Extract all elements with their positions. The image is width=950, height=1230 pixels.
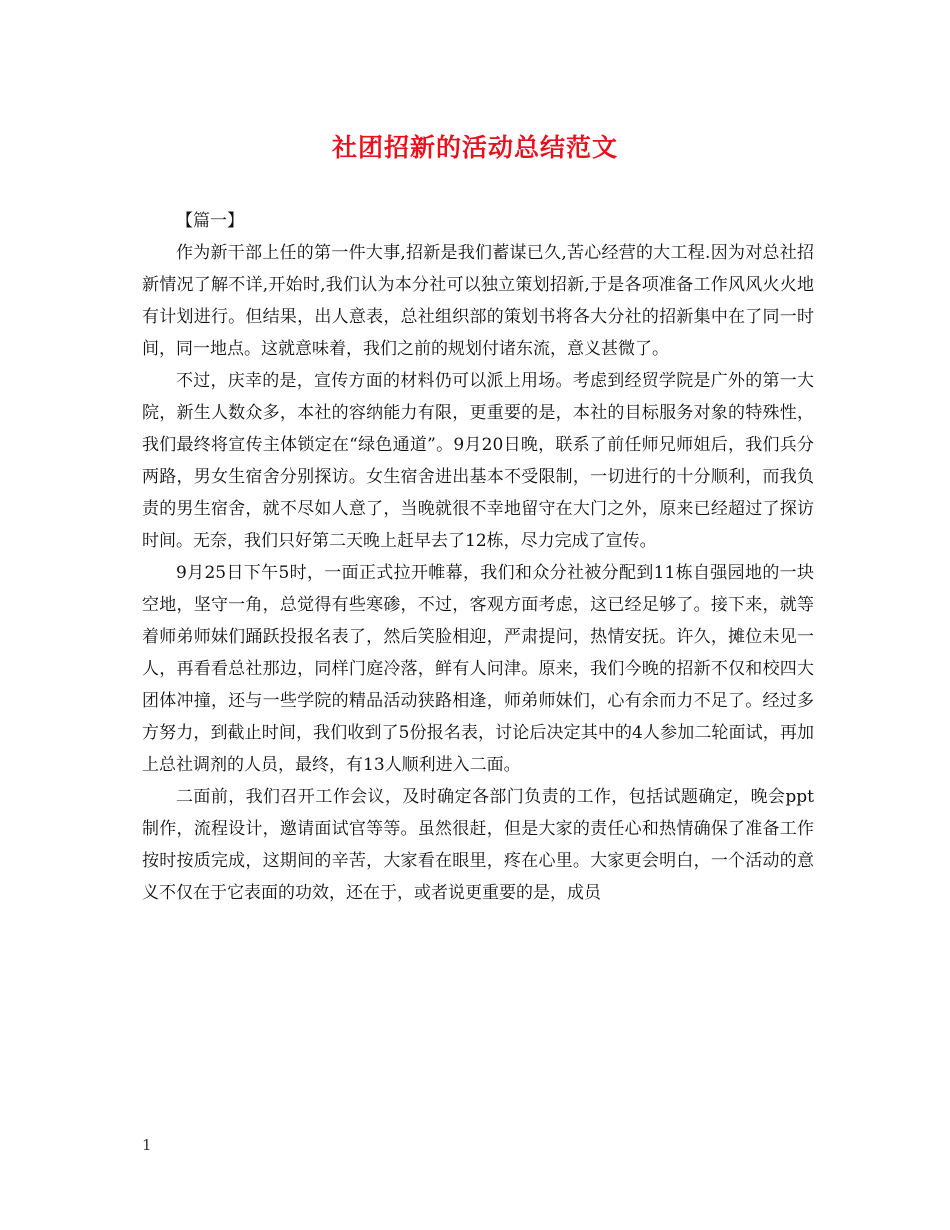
document-body [142, 205, 814, 909]
paragraph-1: 作为新干部上任的第一件大事,招新是我们蓄谋已久,苦心经营的大工程.因为对总社招新情况了解不详,开始时,我们认为本分社可以独立策划招新,于是各项准备工作风风火火地有计划进行。但结果，出人意表，总社组织部的策划书将各大分社的招新集中在了同一时间，同一地点。这就意味着，我们之前的规划付诸东流，意义甚微了。 [142, 243, 814, 359]
page-number: 1 [142, 1136, 152, 1154]
paragraph-4: 二面前，我们召开工作会议，及时确定各部门负责的工作，包括试题确定，晚会ppt制作，流程设计，邀请面试官等等。虽然很赶，但是大家的责任心和热情确保了准备工作按时按质完成，这期间的辛苦，大家看在眼里，疼在心里。大家更会明白，一个活动的意义不仅在于它表面的功效，还在于，或者说更重要的是，成员 [142, 787, 814, 903]
document-title: 社团招新的活动总结范文 [331, 133, 618, 162]
section-label: 【篇一】 [176, 211, 244, 231]
paragraph-3: 9月25日下午5时，一面正式拉开帷幕，我们和众分社被分配到11栋自强园地的一块空地，坚守一角，总觉得有些寒碜，不过，客观方面考虑，这已经足够了。接下来，就等着师弟师妹们踊跃投报名表了，然后笑脸相迎，严肃提问，热情安抚。许久，摊位未见一人，再看看总社那边，同样门庭冷落，鲜有人问津。原来，我们今晚的招新不仅和校四大团体冲撞，还与一些学院的精品活动狭路相逢，师弟师妹们，心有余而力不足了。经过多方努力，到截止时间，我们收到了5份报名表，讨论后决定其中的4人参加二轮面试，再加上总社调剂的人员，最终，有13人顺利进入二面。 [142, 563, 814, 775]
paragraph-2: 不过，庆幸的是，宣传方面的材料仍可以派上用场。考虑到经贸学院是广外的第一大院，新生人数众多，本社的容纳能力有限，更重要的是，本社的目标服务对象的特殊性，我们最终将宣传主体锁定在“绿色通道”。9月20日晚，联系了前任师兄师姐后，我们兵分两路，男女生宿舍分别探访。女生宿舍进出基本不受限制，一切进行的十分顺利，而我负责的男生宿舍，就不尽如人意了，当晚就很不幸地留守在大门之外，原来已经超过了探访时间。无奈，我们只好第二天晚上赶早去了12栋，尽力完成了宣传。 [142, 371, 814, 551]
